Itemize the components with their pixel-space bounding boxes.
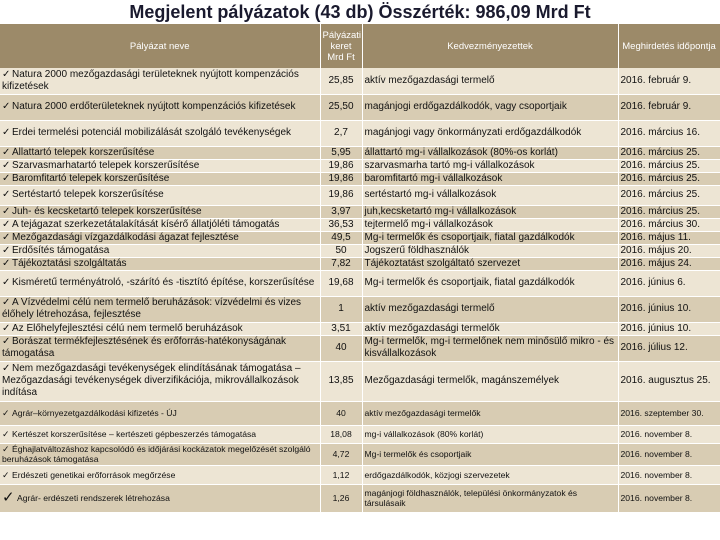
table-row bbox=[0, 68, 720, 94]
tender-name: Erdészeti genetikai erőforrások megőrzése bbox=[12, 469, 176, 480]
checkmark-icon: ✓ bbox=[2, 127, 11, 138]
tender-beneficiary: Mg-i termelők és csoportjaik bbox=[362, 443, 618, 465]
tender-amount: 19,86 bbox=[320, 185, 362, 205]
tender-amount: 13,85 bbox=[320, 361, 362, 401]
tender-date: 2016. március 25. bbox=[618, 146, 720, 159]
tender-date: 2016. február 9. bbox=[618, 94, 720, 120]
tender-date: 2016. május 11. bbox=[618, 231, 720, 244]
tender-beneficiary: Jogszerű földhasználók bbox=[362, 244, 618, 257]
tender-name: Nem mezőgazdasági tevékenységek elindításának támogatása – Mezőgazdasági tevékenységek diverzifikációja, mikrovállalkozások indítása bbox=[2, 363, 301, 398]
tender-amount: 3,51 bbox=[320, 322, 362, 335]
tender-beneficiary: aktív mezőgazdasági termelők bbox=[362, 322, 618, 335]
table-header-row bbox=[0, 24, 720, 68]
tender-amount: 49,5 bbox=[320, 231, 362, 244]
header-name: Pályázat neve bbox=[0, 24, 320, 68]
tender-amount: 50 bbox=[320, 244, 362, 257]
table-row bbox=[0, 443, 720, 465]
tender-beneficiary: mg-i vállalkozások (80% korlát) bbox=[362, 425, 618, 443]
tender-date: 2016. szeptember 30. bbox=[618, 401, 720, 425]
table-row bbox=[0, 335, 720, 361]
tender-beneficiary: Mg-i termelők és csoportjaik, fiatal gazdálkodók bbox=[362, 270, 618, 296]
tender-name: Natura 2000 erdőterületeknek nyújtott kompenzációs kifizetések bbox=[12, 101, 296, 112]
tender-beneficiary: magánjogi erdőgazdálkodók, vagy csoportjaik bbox=[362, 94, 618, 120]
title-bar bbox=[0, 0, 720, 24]
checkmark-icon: ✓ bbox=[2, 218, 11, 230]
checkmark-icon: ✓ bbox=[2, 189, 11, 200]
tender-name: Erdősítés támogatása bbox=[12, 244, 110, 256]
tender-beneficiary: aktív mezőgazdasági termelők bbox=[362, 401, 618, 425]
table-row bbox=[0, 159, 720, 172]
table-row bbox=[0, 120, 720, 146]
tender-date: 2016. november 8. bbox=[618, 443, 720, 465]
header-amount: Pályázati keret Mrd Ft bbox=[320, 24, 362, 68]
tender-date: 2016. május 24. bbox=[618, 257, 720, 270]
tender-beneficiary: magánjogi vagy önkormányzati erdőgazdálkodók bbox=[362, 120, 618, 146]
tender-amount: 1 bbox=[320, 296, 362, 322]
tender-amount: 18,08 bbox=[320, 425, 362, 443]
tender-name: Kertészet korszerűsítése – kertészeti gépbeszerzés támogatása bbox=[12, 429, 257, 439]
tender-amount: 40 bbox=[320, 335, 362, 361]
tender-name: Állattartó telepek korszerűsítése bbox=[12, 146, 155, 158]
tender-name: Baromfitartó telepek korszerűsítése bbox=[12, 172, 170, 184]
tender-amount: 1,12 bbox=[320, 465, 362, 484]
table-row bbox=[0, 257, 720, 270]
tender-date: 2016. augusztus 25. bbox=[618, 361, 720, 401]
checkmark-icon: ✓ bbox=[2, 101, 11, 112]
tender-beneficiary: aktív mezőgazdasági termelő bbox=[362, 296, 618, 322]
tender-date: 2016. július 12. bbox=[618, 335, 720, 361]
checkmark-icon: ✓ bbox=[2, 363, 11, 374]
checkmark-icon: ✓ bbox=[2, 322, 11, 334]
tender-amount: 7,82 bbox=[320, 257, 362, 270]
tender-beneficiary: magánjogi földhasználók, települési önkormányzatok és társulásaik bbox=[362, 484, 618, 512]
tender-date: 2016. május 20. bbox=[618, 244, 720, 257]
tender-amount: 3,97 bbox=[320, 205, 362, 218]
tender-name: Szarvasmarhatartó telepek korszerűsítése bbox=[12, 159, 200, 171]
header-date: Meghirdetés időpontja bbox=[618, 24, 720, 68]
checkmark-icon: ✓ bbox=[2, 231, 11, 243]
table-row bbox=[0, 465, 720, 484]
checkmark-icon: ✓ bbox=[2, 257, 11, 269]
tender-date: 2016. november 8. bbox=[618, 465, 720, 484]
checkmark-icon: ✓ bbox=[2, 469, 10, 480]
tender-date: 2016. március 25. bbox=[618, 205, 720, 218]
checkmark-icon: ✓ bbox=[2, 444, 10, 454]
tender-beneficiary: tejtermelő mg-i vállalkozások bbox=[362, 218, 618, 231]
tender-amount: 36,53 bbox=[320, 218, 362, 231]
tender-amount: 4,72 bbox=[320, 443, 362, 465]
tender-beneficiary: juh,kecsketartó mg-i vállalkozások bbox=[362, 205, 618, 218]
table-row bbox=[0, 185, 720, 205]
tender-amount: 40 bbox=[320, 401, 362, 425]
tender-name: Erdei termelési potenciál mobilizálását szolgáló tevékenységek bbox=[12, 127, 292, 138]
checkmark-icon: ✓ bbox=[2, 408, 10, 418]
tender-name: Natura 2000 mezőgazdasági területeknek nyújtott kompenzációs kifizetések bbox=[2, 68, 299, 92]
tender-date: 2016. március 25. bbox=[618, 159, 720, 172]
table-row bbox=[0, 218, 720, 231]
tender-name: Borászat termékfejlesztésének és erőforrás-hatékonyságának támogatása bbox=[2, 336, 287, 359]
tender-date: 2016. március 16. bbox=[618, 120, 720, 146]
checkmark-icon: ✓ bbox=[2, 205, 11, 217]
tender-date: 2016. március 30. bbox=[618, 218, 720, 231]
checkmark-icon: ✓ bbox=[2, 159, 11, 171]
tender-amount: 19,86 bbox=[320, 172, 362, 185]
table-row bbox=[0, 146, 720, 159]
tenders-table bbox=[0, 24, 720, 513]
table-row bbox=[0, 270, 720, 296]
tender-name: Éghajlatváltozáshoz kapcsolódó és időjárási kockázatok megelőzését szolgáló beruházások támogatása bbox=[2, 444, 311, 464]
tender-beneficiary: Mezőgazdasági termelők, magánszemélyek bbox=[362, 361, 618, 401]
tender-date: 2016. június 6. bbox=[618, 270, 720, 296]
tender-beneficiary: aktív mezőgazdasági termelő bbox=[362, 68, 618, 94]
tender-amount: 25,50 bbox=[320, 94, 362, 120]
tender-name: Sertéstartó telepek korszerűsítése bbox=[12, 189, 164, 200]
table-row bbox=[0, 484, 720, 512]
checkmark-icon: ✓ bbox=[2, 489, 15, 506]
tender-beneficiary: állattartó mg-i vállalkozások (80%-os korlát) bbox=[362, 146, 618, 159]
checkmark-icon: ✓ bbox=[2, 336, 11, 347]
checkmark-icon: ✓ bbox=[2, 297, 11, 308]
page-title: Megjelent pályázatok (43 db) Összérték: 986,09 Mrd Ft bbox=[121, 0, 598, 26]
checkmark-icon: ✓ bbox=[2, 68, 11, 80]
table-row bbox=[0, 172, 720, 185]
tender-beneficiary: szarvasmarha tartó mg-i vállalkozások bbox=[362, 159, 618, 172]
tender-name: Agrár–környezetgazdálkodási kifizetés - ÚJ bbox=[12, 408, 177, 418]
tender-date: 2016. február 9. bbox=[618, 68, 720, 94]
tender-date: 2016. június 10. bbox=[618, 296, 720, 322]
tender-amount: 25,85 bbox=[320, 68, 362, 94]
tender-amount: 2,7 bbox=[320, 120, 362, 146]
tender-amount: 1,26 bbox=[320, 484, 362, 512]
tender-beneficiary: Tájékoztatást szolgáltató szervezet bbox=[362, 257, 618, 270]
checkmark-icon: ✓ bbox=[2, 146, 11, 158]
tender-amount: 19,68 bbox=[320, 270, 362, 296]
table-row bbox=[0, 322, 720, 335]
tender-beneficiary: erdőgazdálkodók, közjogi szervezetek bbox=[362, 465, 618, 484]
table-row bbox=[0, 296, 720, 322]
checkmark-icon: ✓ bbox=[2, 277, 11, 288]
header-beneficiary: Kedvezményezettek bbox=[362, 24, 618, 68]
tender-date: 2016. június 10. bbox=[618, 322, 720, 335]
table-row bbox=[0, 244, 720, 257]
tender-date: 2016. november 8. bbox=[618, 484, 720, 512]
table-row bbox=[0, 94, 720, 120]
tender-name: A Vízvédelmi célú nem termelő beruházások: vízvédelmi és vizes élőhely létrehozása, fejlesztése bbox=[2, 297, 302, 320]
tender-beneficiary: Mg-i termelők és csoportjaik, fiatal gazdálkodók bbox=[362, 231, 618, 244]
tender-beneficiary: sertéstartó mg-i vállalkozások bbox=[362, 185, 618, 205]
table-row bbox=[0, 205, 720, 218]
tender-name: Az Élőhelyfejlesztési célú nem termelő beruházások bbox=[12, 322, 243, 334]
tender-name: Kisméretű terményátroló, -szárító és -tisztító építése, korszerűsítése bbox=[12, 277, 315, 288]
tender-date: 2016. november 8. bbox=[618, 425, 720, 443]
tender-beneficiary: Mg-i termelők, mg-i termelőnek nem minősülő mikro - és kisvállalkozások bbox=[362, 335, 618, 361]
table-row bbox=[0, 425, 720, 443]
tender-name: Agrár- erdészeti rendszerek létrehozása bbox=[17, 493, 170, 503]
tender-date: 2016. március 25. bbox=[618, 185, 720, 205]
table-row bbox=[0, 361, 720, 401]
tender-date: 2016. március 25. bbox=[618, 172, 720, 185]
tender-name: Mezőgazdasági vízgazdálkodási ágazat fejlesztése bbox=[12, 231, 239, 243]
tender-amount: 19,86 bbox=[320, 159, 362, 172]
tender-beneficiary: baromfitartó mg-i vállalkozások bbox=[362, 172, 618, 185]
tender-name: Tájékoztatási szolgáltatás bbox=[12, 257, 127, 269]
checkmark-icon: ✓ bbox=[2, 244, 11, 256]
checkmark-icon: ✓ bbox=[2, 429, 10, 439]
checkmark-icon: ✓ bbox=[2, 172, 11, 184]
tender-amount: 5,95 bbox=[320, 146, 362, 159]
table-row bbox=[0, 231, 720, 244]
tender-name: Juh- és kecsketartó telepek korszerűsítése bbox=[12, 205, 202, 217]
tender-name: A tejágazat szerkezetátalakítását kísérő állatjóléti támogatás bbox=[12, 218, 280, 230]
table-row bbox=[0, 401, 720, 425]
